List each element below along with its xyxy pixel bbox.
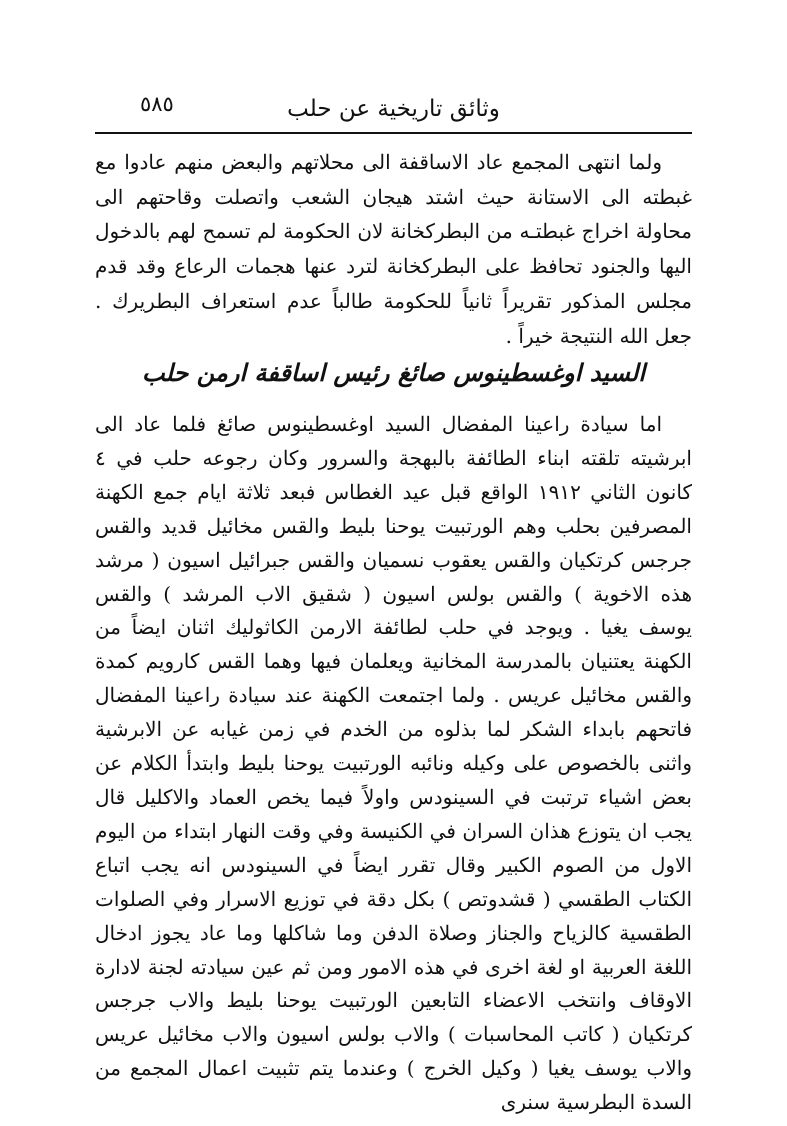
paragraph-1: ولما انتهى المجمع عاد الاساقفة الى محلاتهم والبعض منهم عادوا مع غبطته الى الاستانة حيث اشتد هيجان الشعب واتصلت وقاحتهم الى محاولة اخراج غبطتـه من البطركخانة لان الحكومة لم تسمح لهم بالدخول اليها والجنود تحافظ على البطركخانة لترد عنها هجمات الرعاع وقد قدم مجلس المذكور تقريراً ثانياً للحكومة طالباً عدم استعراف البطريرك . جعل الله النتيجة خيراً .	[95, 150, 693, 348]
paragraph-2: اما سيادة راعينا المفضال السيد اوغسطينوس صائغ فلما عاد الى ابرشيته تلقته ابناء الطائفة بالبهجة والسرور وكان رجوعه حلب في ٤ كانون الثاني ١٩١٢ الواقع قبل عيد الغطاس فبعد ثلاثة ايام جمع الكهنة المصرفين بحلب وهم الورتبيت يوحنا بليط والقس مخائيل قديد والقس جرجس كرتكيان والقس يعقوب نسميان والقس جبرائيل اسيون ( مرشد هذه الاخوية ) والقس بولس اسيون ( شقيق الاب المرشد ) والقس يوسف يغيا . ويوجد في حلب لطائفة الارمن الكاثوليك اثنان ايضاً من الكهنة يعتنيان بالمدرسة المخانية ويعلمان فيها وهما القس كارويم كمدة والقس مخائيل عريس . ولما اجتمعت الكهنة عند سيادة راعينا المفضال فاتحهم بابداء الشكر لما بذلوه من الخدم في زمن غيابه عن الابرشية واثنى بالخصوص على وكيله ونائبه الورتبيت يوحنا بليط وابتدأ الكلام عن بعض اشياء ترتبت في السينودس واولاً فيما يخص العماد والاكليل قال يجب ان يتوزع هذان السران في الكنيسة وفي وقت النهار ابتداء من اليوم الاول من الصوم الكبير وقال تقرر ايضاً في السينودس انه يجب اتباع الكتاب الطقسي ( قشدوتص ) بكل دقة في توزيع الاسرار وفي الصلوات الطقسية كالزياح والجناز وصلاة الدفن وما شاكلها وما عاد يجوز ادخال اللغة العربية او لغة اخرى في هذه الامور ومن ثم عين سيادته لجنة لادارة الاوقاف وانتخب الاعضاء التابعين الورتبيت يوحنا بليط والاب جرجس كرتكيان ( كاتب المحاسبات ) والاب بولس اسيون والاب مخائيل عريس والاب يوسف يغيا ( وكيل الخرج ) وعندما يتم تثبيت اعمال المجمع من السدة البطرسية سنرى	[95, 412, 692, 1115]
header-rule	[95, 132, 692, 134]
page-header	[95, 92, 692, 126]
running-title: وثائق تاريخية عن حلب	[287, 96, 500, 122]
section-title: السيد اوغسطينوس صائغ رئيس اساقفة ارمن حلب	[141, 358, 645, 387]
page-number: ٥٨٥	[140, 92, 174, 116]
